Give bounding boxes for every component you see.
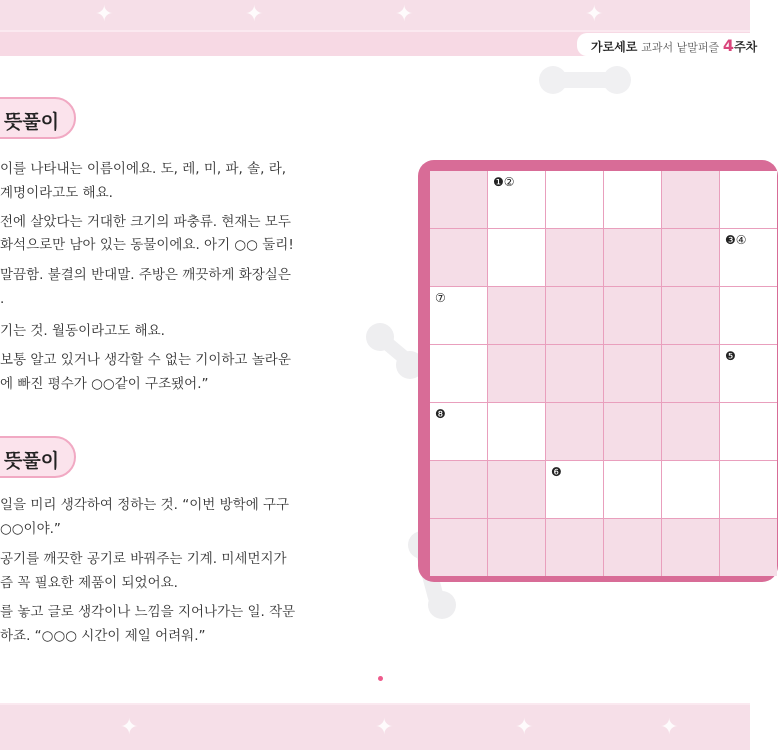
puzzle-cell-blocked bbox=[546, 229, 603, 286]
puzzle-cell-blocked bbox=[662, 171, 719, 228]
clue-number: ❽ bbox=[435, 407, 446, 421]
puzzle-cell-answer[interactable] bbox=[546, 171, 603, 228]
bone-icon: ✦ bbox=[395, 2, 414, 27]
puzzle-cell-blocked bbox=[662, 403, 719, 460]
puzzle-cell-answer[interactable] bbox=[720, 171, 777, 228]
puzzle-cell-blocked bbox=[546, 519, 603, 576]
puzzle-cell-blocked bbox=[662, 229, 719, 286]
puzzle-cell-blocked bbox=[488, 287, 545, 344]
puzzle-cell-answer[interactable] bbox=[488, 171, 545, 228]
bone-icon: ✦ bbox=[245, 2, 264, 27]
puzzle-cell-blocked bbox=[546, 287, 603, 344]
series-main: 가로세로 bbox=[591, 40, 638, 54]
puzzle-cell-blocked bbox=[604, 287, 661, 344]
bone-icon: ✦ bbox=[120, 715, 139, 740]
clue-line: 화석으로만 남아 있는 동물이에요. 아기 ○○ 둘리! bbox=[0, 237, 294, 253]
bone-icon: ✦ bbox=[660, 715, 679, 740]
clue-line: 에 빠진 평수가 ○○같이 구조됐어.” bbox=[0, 376, 209, 392]
puzzle-cell-blocked bbox=[604, 519, 661, 576]
clue-line: 일을 미리 생각하여 정하는 것. “이번 방학에 구구 bbox=[0, 497, 290, 513]
puzzle-cell-answer[interactable] bbox=[430, 287, 487, 344]
crossword-grid bbox=[430, 171, 777, 576]
clue-number: ❶② bbox=[493, 175, 515, 189]
puzzle-cell-answer[interactable] bbox=[720, 287, 777, 344]
bottom-decor-band bbox=[0, 705, 750, 750]
puzzle-cell-answer[interactable] bbox=[720, 461, 777, 518]
clue-line: 공기를 깨끗한 공기로 바꿔주는 기계. 미세먼지가 bbox=[0, 551, 287, 567]
puzzle-cell-blocked bbox=[662, 345, 719, 402]
puzzle-cell-answer[interactable] bbox=[604, 461, 661, 518]
clue-number: ⑦ bbox=[435, 291, 446, 305]
puzzle-cell-answer[interactable] bbox=[720, 403, 777, 460]
clue-line: 전에 살았다는 거대한 크기의 파충류. 현재는 모두 bbox=[0, 214, 291, 230]
clue-line: 말끔함. 불결의 반대말. 주방은 깨끗하게 화장실은 bbox=[0, 267, 291, 283]
puzzle-cell-answer[interactable] bbox=[720, 345, 777, 402]
clue-line: ○○이야.” bbox=[0, 521, 61, 537]
clue-line: 기는 것. 월동이라고도 해요. bbox=[0, 323, 165, 339]
puzzle-cell-blocked bbox=[430, 461, 487, 518]
puzzle-cell-blocked bbox=[604, 229, 661, 286]
puzzle-cell-blocked bbox=[604, 403, 661, 460]
clue-line: 를 놓고 글로 생각이나 느낌을 지어나가는 일. 작문 bbox=[0, 604, 296, 620]
clue-number: ❻ bbox=[551, 465, 562, 479]
top-decor-band bbox=[0, 0, 750, 30]
puzzle-cell-blocked bbox=[546, 403, 603, 460]
puzzle-cell-answer[interactable] bbox=[488, 229, 545, 286]
clue-line: 하죠. “○○○ 시간이 제일 어려워.” bbox=[0, 628, 206, 644]
clue-number: ❺ bbox=[725, 349, 736, 363]
puzzle-cell-blocked bbox=[488, 345, 545, 402]
puzzle-cell-blocked bbox=[430, 229, 487, 286]
puzzle-cell-answer[interactable] bbox=[488, 403, 545, 460]
puzzle-cell-blocked bbox=[488, 519, 545, 576]
week-number: 4 bbox=[722, 36, 735, 55]
bone-decoration-icon bbox=[535, 50, 635, 110]
clue-line: 계명이라고도 해요. bbox=[0, 185, 113, 201]
puzzle-cell-blocked bbox=[720, 519, 777, 576]
bone-icon: ✦ bbox=[585, 2, 604, 27]
puzzle-cell-answer[interactable] bbox=[662, 461, 719, 518]
bone-icon: ✦ bbox=[375, 715, 394, 740]
puzzle-cell-answer[interactable] bbox=[430, 403, 487, 460]
puzzle-cell-answer[interactable] bbox=[430, 345, 487, 402]
puzzle-cell-blocked bbox=[430, 171, 487, 228]
puzzle-cell-answer[interactable] bbox=[546, 461, 603, 518]
puzzle-cell-blocked bbox=[488, 461, 545, 518]
clue-line: . bbox=[0, 291, 5, 307]
puzzle-cell-blocked bbox=[662, 287, 719, 344]
bone-icon: ✦ bbox=[95, 2, 114, 27]
clue-number: ❸④ bbox=[725, 233, 747, 247]
puzzle-cell-blocked bbox=[546, 345, 603, 402]
clue-line: 이를 나타내는 이름이에요. 도, 레, 미, 파, 솔, 라, bbox=[0, 161, 287, 177]
puzzle-cell-blocked bbox=[430, 519, 487, 576]
page-marker bbox=[378, 676, 383, 681]
bone-icon: ✦ bbox=[515, 715, 534, 740]
section-badge: 뜻풀이 bbox=[0, 97, 76, 139]
clue-line: 즘 꼭 필요한 제품이 되었어요. bbox=[0, 575, 178, 591]
puzzle-cell-answer[interactable] bbox=[720, 229, 777, 286]
clue-line: 보통 알고 있거나 생각할 수 없는 기이하고 놀라운 bbox=[0, 352, 291, 368]
section-badge: 뜻풀이 bbox=[0, 436, 76, 478]
week-suffix: 주차 bbox=[734, 40, 758, 54]
puzzle-cell-blocked bbox=[604, 345, 661, 402]
puzzle-cell-answer[interactable] bbox=[604, 171, 661, 228]
puzzle-cell-blocked bbox=[662, 519, 719, 576]
series-sub: 교과서 낱말퍼즐 bbox=[641, 41, 720, 54]
